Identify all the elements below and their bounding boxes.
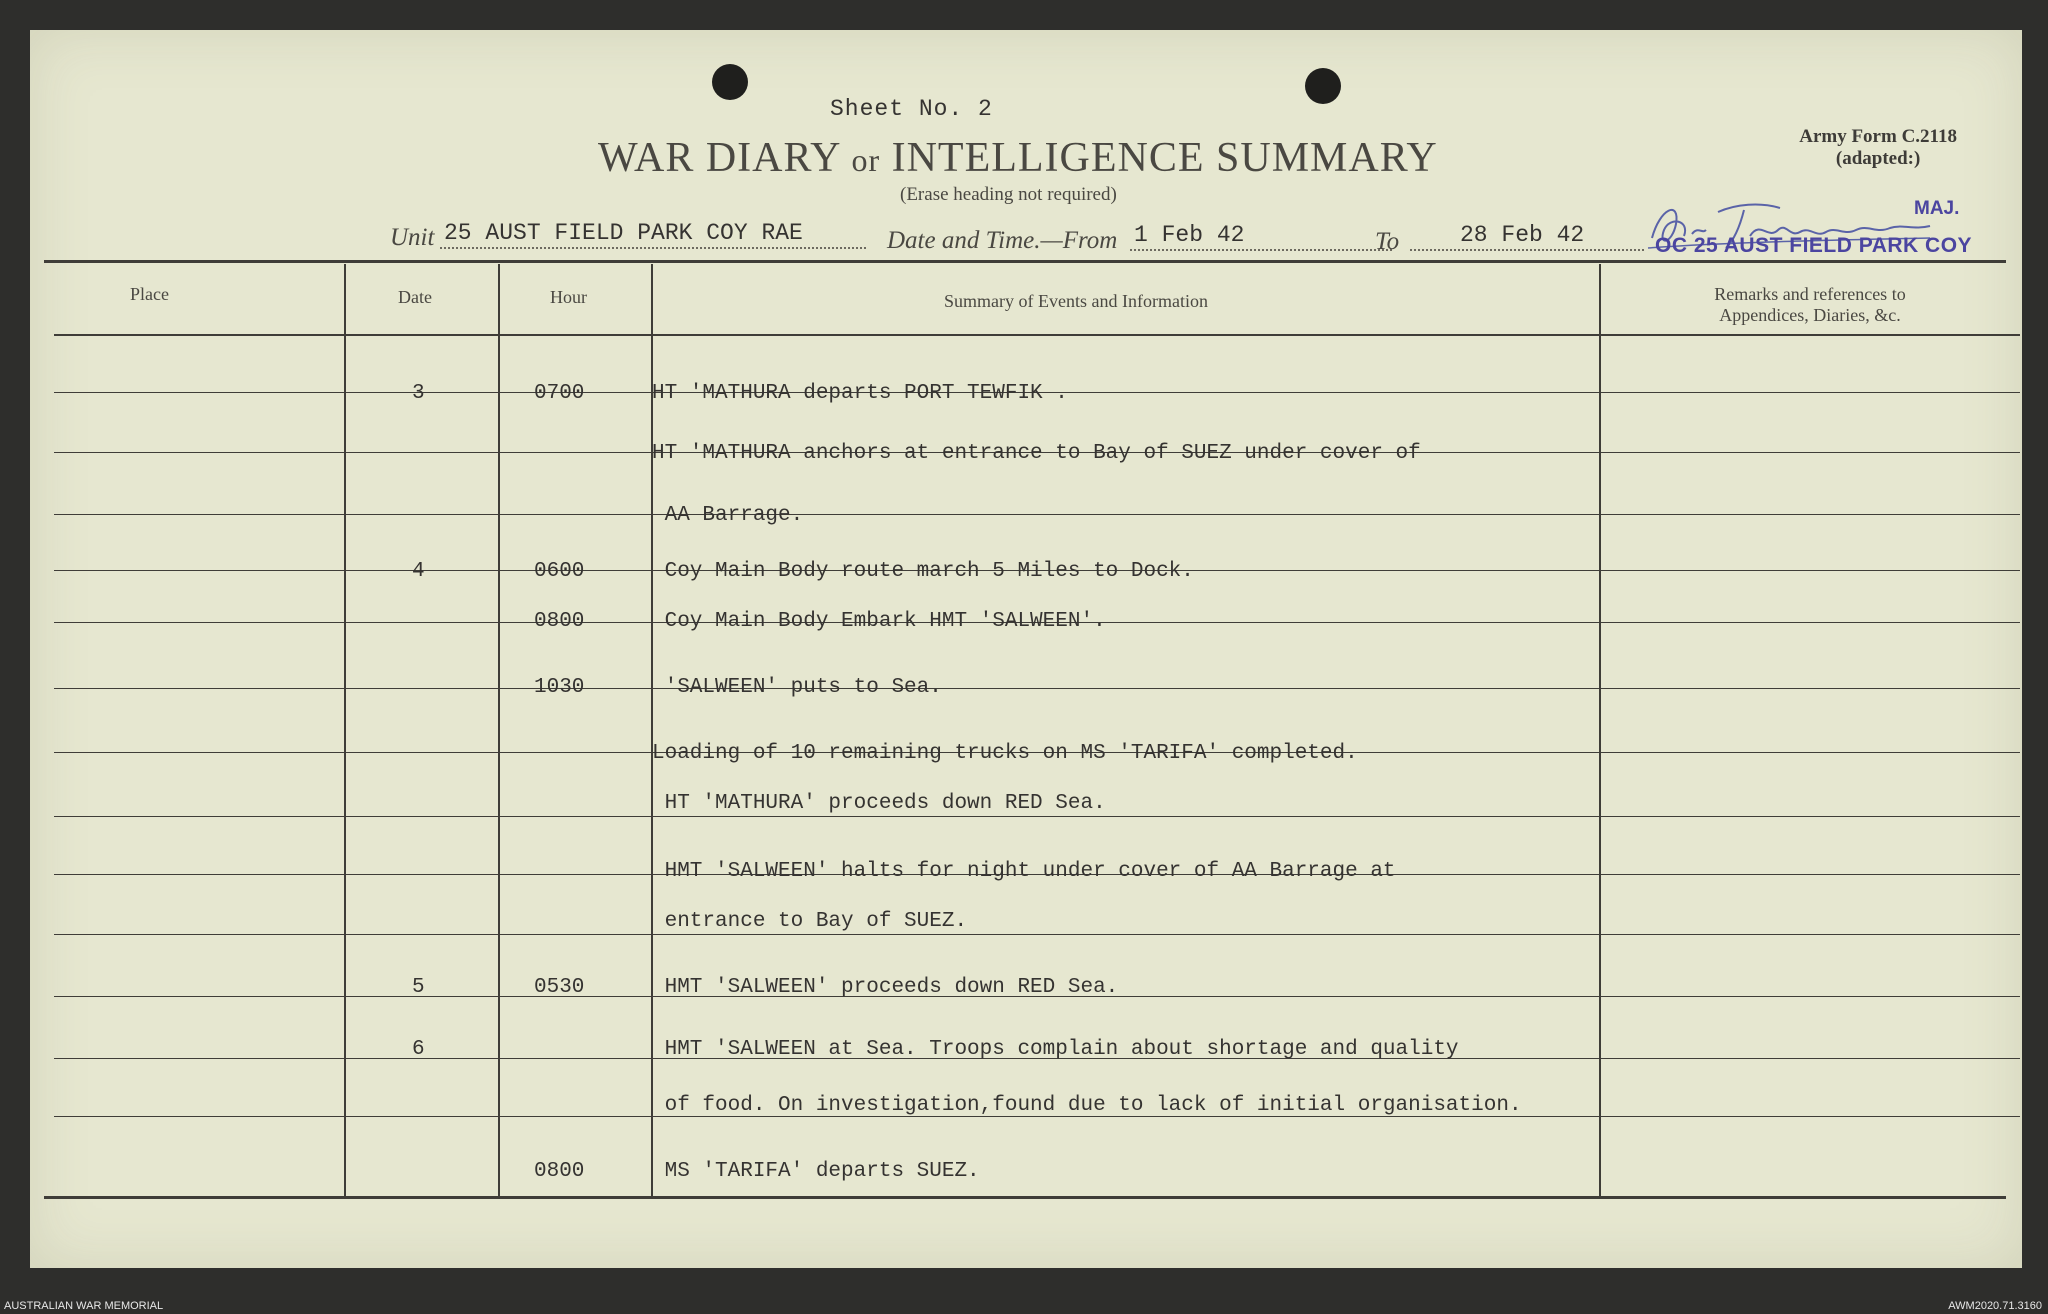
- row-rule: [54, 816, 2020, 817]
- row-rule: [54, 934, 2020, 935]
- row-summary: Coy Main Body Embark HMT 'SALWEEN'.: [652, 610, 1106, 633]
- punch-hole-right: [1305, 68, 1341, 104]
- row-date: 6: [412, 1038, 425, 1061]
- diary-sheet: [30, 30, 2022, 1268]
- row-hour: 1030: [534, 676, 585, 699]
- col-head-hour: Hour: [550, 287, 587, 307]
- unit-dotline: [440, 247, 866, 249]
- table-bottom-rule: [44, 1196, 2006, 1199]
- row-hour: 0800: [534, 610, 585, 633]
- stamp-rank: MAJ.: [1914, 198, 1960, 219]
- row-hour: 0530: [534, 976, 585, 999]
- row-hour: 0700: [534, 382, 585, 405]
- unit-value: 25 AUST FIELD PARK COY RAE: [444, 220, 803, 246]
- date-from-label: Date and Time.—From: [887, 227, 1118, 254]
- date-to-dotline: [1410, 249, 1644, 251]
- army-form-adapted: (adapted:): [1835, 148, 1921, 169]
- header-bottom-rule: [54, 334, 2020, 336]
- col-head-summary: Summary of Events and Information: [944, 291, 1208, 311]
- document-title: [598, 134, 1438, 182]
- row-summary: HMT 'SALWEEN at Sea. Troops complain about shortage and quality: [652, 1038, 1459, 1061]
- stamp-unit: OC 25 AUST FIELD PARK COY: [1655, 234, 1973, 257]
- army-form-label: [1799, 126, 1957, 170]
- row-summary: HMT 'SALWEEN' proceeds down RED Sea.: [652, 976, 1119, 999]
- title-or: or: [851, 142, 881, 178]
- title-part1: WAR DIARY: [598, 135, 840, 181]
- row-summary: Loading of 10 remaining trucks on MS 'TARIFA' completed.: [652, 742, 1358, 765]
- row-summary: AA Barrage.: [652, 504, 804, 527]
- row-summary: of food. On investigation,found due to lack of initial organisation.: [652, 1094, 1522, 1117]
- row-summary: HT 'MATHURA departs PORT TEWFIK .: [652, 382, 1068, 405]
- date-to-value: 28 Feb 42: [1460, 222, 1585, 248]
- footer-accession: AWM2020.71.3160: [1948, 1300, 2042, 1312]
- row-date: 5: [412, 976, 425, 999]
- punch-hole-left: [712, 64, 748, 100]
- table-top-rule: [44, 260, 2006, 263]
- row-summary: entrance to Bay of SUEZ.: [652, 910, 968, 933]
- sheet-number: Sheet No. 2: [830, 96, 993, 122]
- row-summary: HMT 'SALWEEN' halts for night under cover of AA Barrage at: [652, 860, 1396, 883]
- row-date: 4: [412, 560, 425, 583]
- col-head-date: Date: [398, 287, 432, 307]
- row-date: 3: [412, 382, 425, 405]
- col-head-remarks-line2: Appendices, Diaries, &c.: [1719, 305, 1901, 325]
- footer-credit: AUSTRALIAN WAR MEMORIAL: [4, 1300, 164, 1312]
- unit-label: Unit: [390, 224, 435, 251]
- row-summary: HT 'MATHURA anchors at entrance to Bay of SUEZ under cover of: [652, 442, 1421, 465]
- row-summary: HT 'MATHURA' proceeds down RED Sea.: [652, 792, 1106, 815]
- row-hour: 0800: [534, 1160, 585, 1183]
- row-summary: MS 'TARIFA' departs SUEZ.: [652, 1160, 980, 1183]
- col-head-remarks-line1: Remarks and references to: [1714, 284, 1906, 304]
- row-rule: [54, 514, 2020, 515]
- row-summary: Coy Main Body route march 5 Miles to Dock.: [652, 560, 1194, 583]
- row-rule: [54, 688, 2020, 689]
- row-summary: 'SALWEEN' puts to Sea.: [652, 676, 942, 699]
- document-subtitle: (Erase heading not required): [900, 184, 1117, 205]
- date-to-label: To: [1375, 228, 1400, 255]
- col-head-place: Place: [130, 284, 169, 304]
- title-part2: INTELLIGENCE SUMMARY: [891, 135, 1438, 181]
- date-from-value: 1 Feb 42: [1134, 222, 1245, 248]
- army-form-number: Army Form C.2118: [1799, 126, 1957, 147]
- col-head-remarks: [1630, 284, 1990, 326]
- row-hour: 0600: [534, 560, 585, 583]
- date-from-dotline: [1130, 249, 1392, 251]
